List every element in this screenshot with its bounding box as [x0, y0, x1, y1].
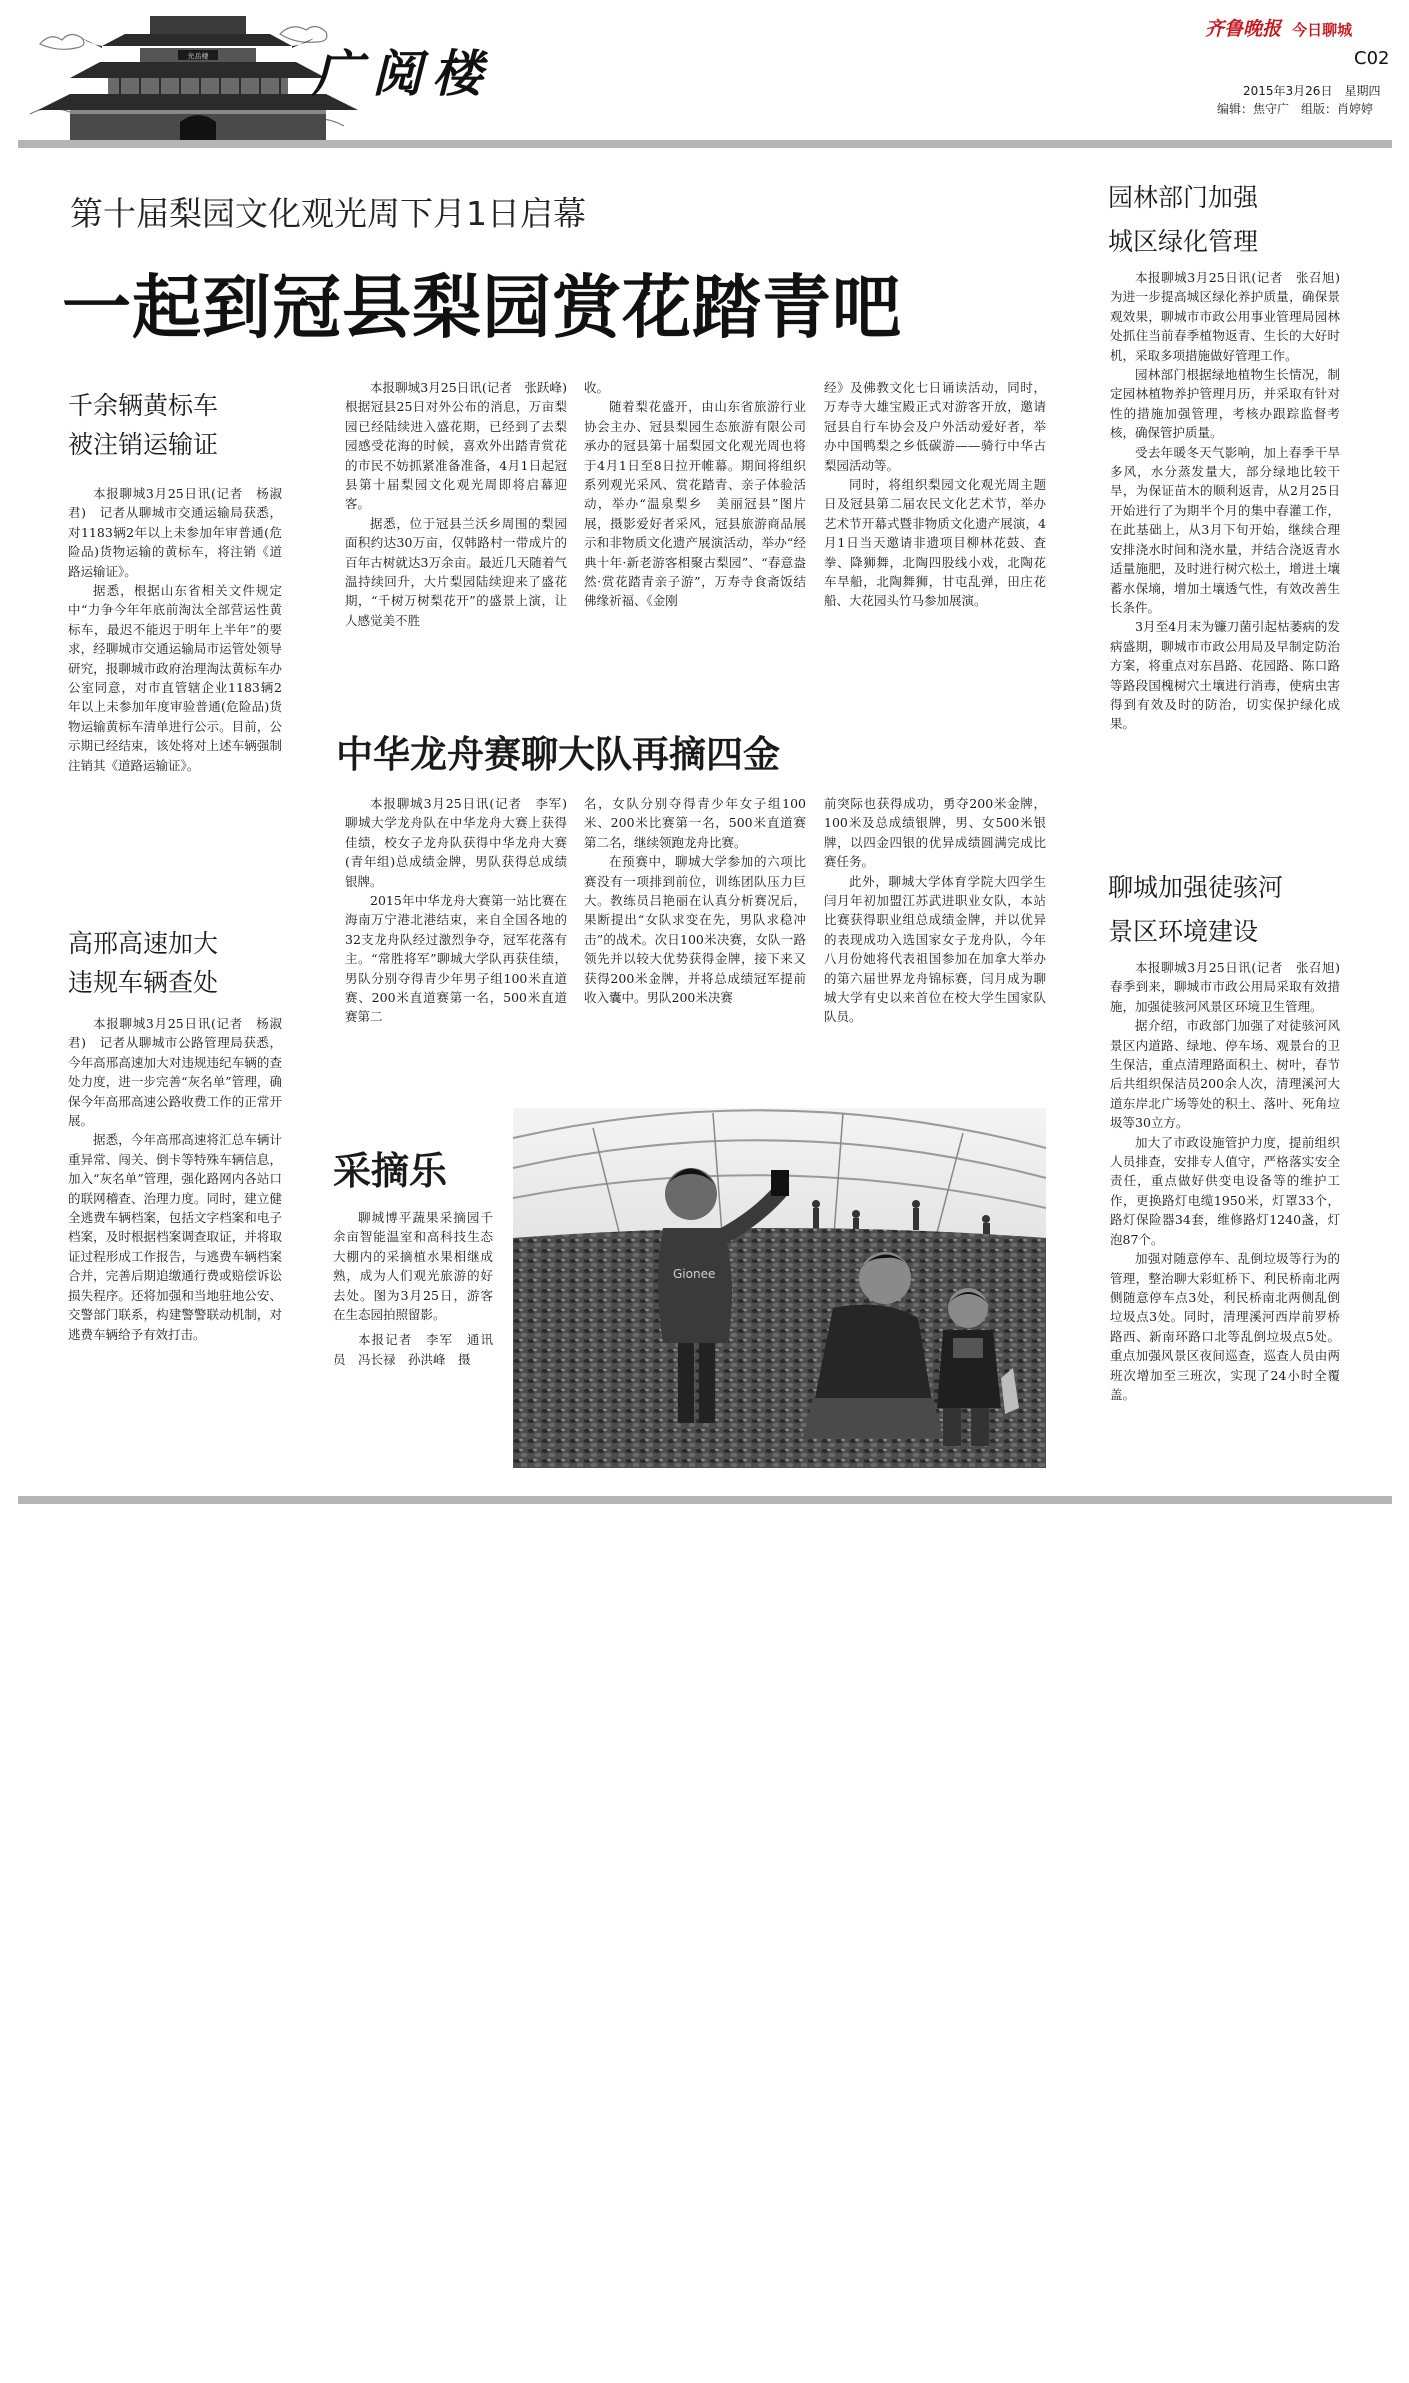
lead-col-3 — [824, 378, 1046, 698]
paragraph: 受去年暖冬天气影响，加上春季干旱多风，水分蒸发量大，部分绿地比较干旱，为保证苗木的顺利返青，从2月25日开始进行了为期半个月的集中春灌工作，在此基础上，从3月下旬开始，继续合理安排浇水时间和浇水量，并结合浇返青水适量施肥，及时进行树穴松土，增进土壤蓄水保墒，增加土壤透气性，有效改善生长条件。 — [1110, 444, 1340, 615]
bottom-rule — [18, 1496, 1392, 1504]
photo-credit: 本报记者 李军 通讯员 冯长禄 孙洪峰 摄 — [333, 1332, 493, 1367]
paragraph: 据悉，根据山东省相关文件规定中“力争今年年底前淘汰全部营运性黄标车，最迟不能迟于明年上半年”的要求，经聊城市交通运输局市运管处领导研究，报聊城市政府治理淘汰黄标车办公室同意，对市直管辖企业1183辆2年以上未参加年度审验普通(危险品)货物运输黄标车清单进行公示。目前，公示期已经结束，该处将对上述车辆强制注销其《道路运输证》。 — [68, 583, 282, 773]
paragraph: 2015年中华龙舟大赛第一站比赛在海南万宁港北港结束，来自全国各地的32支龙舟队经过激烈争夺，冠军花落有主。“常胜将军”聊城大学队再获佳绩，男队分别夺得青少年男子组100米直道赛、200米直道赛第一名，500米直道赛第二 — [345, 893, 567, 1025]
paper-name: 齐鲁晚报 — [1205, 18, 1282, 40]
dragon-headline: 中华龙舟赛聊大队再摘四金 — [336, 733, 780, 776]
pavilion-illustration — [30, 4, 360, 144]
page-number: C02 — [1354, 48, 1390, 69]
photo-title: 采摘乐 — [333, 1149, 448, 1193]
paragraph: 本报聊城3月25日讯(记者 杨淑君) 记者从聊城市公路管理局获悉，今年高邢高速加大对违规违纪车辆的查处力度，进一步完善“灰名单”管理，确保今年高邢高速公路收费工作的正常开展。 — [68, 1016, 282, 1129]
paragraph: 据悉，今年高邢高速将汇总车辆计重异常、闯关、倒卡等特殊车辆信息，加入“灰名单”管理，强化路网内各站口的联网稽查、治理力度。同时，建立健全逃费车辆档案，包括文字档案和电子档案，及时根据档案调查取证，并将取证过程形成工作报告，与逃费车辆档案合并，完善后期追缴通行费或赔偿诉讼损失程序。还将加强和当地驻地公安、交警部门联系，构建警警联动机制，对逃费车辆给予有效打击。 — [68, 1132, 282, 1342]
paragraph: 名，女队分别夺得青少年女子组100米、200米比赛第一名，500米直道赛第二名，继续领跑龙舟比赛。 — [584, 796, 806, 850]
paragraph: 加大了市政设施管护力度，提前组织人员排查，安排专人值守，严格落实安全责任，重点做好供变电设备等的维护工作，更换路灯电缆1950米，灯罩33个，路灯保险器34套，维修路灯1240盏，灯泡87个。 — [1110, 1134, 1340, 1247]
caption-text: 聊城博平蔬果采摘园千余亩智能温室和高科技生态大棚内的采摘植水果相继成熟，成为人们观光旅游的好去处。图为3月25日，游客在生态园拍照留影。 — [333, 1210, 493, 1323]
date-line: 2015年3月26日 星期四 — [1243, 84, 1381, 98]
paragraph: 据介绍，市政部门加强了对徒骇河风景区内道路、绿地、停车场、观景台的卫生保洁，重点清理路面积土、树叶，春节后共组织保洁员200余人次，清理溪河大道东岸北广场等处的积土、落叶、死角垃圾等30立方。 — [1110, 1018, 1340, 1131]
paragraph: 本报聊城3月25日讯(记者 张召旭) 为进一步提高城区绿化养护质量，确保景观效果，聊城市市政公用事业管理局园林处抓住当前春季植物返青、生长的大好时机，采取多项措施做好管理工作。 — [1110, 270, 1353, 363]
paragraph: 经》及佛教文化七日诵读活动，同时，万寿寺大雄宝殿正式对游客开放，邀请冠县自行车协会及户外活动爱好者，举办中国鸭梨之乡低碳游——骑行中华古梨园活动等。 — [824, 380, 1046, 473]
paragraph: 据悉，位于冠县兰沃乡周围的梨园面积约达30万亩，仅韩路村一带成片的百年古树就达3万余亩。最近几天随着气温持续回升，大片梨园陆续迎来了盛花期，“千树万树梨花开”的盛景上演，让人感觉美不胜 — [345, 515, 567, 628]
lead-headline: 一起到冠县梨园赏花踏青吧 — [62, 268, 902, 348]
dragon-col-3 — [824, 794, 1046, 1096]
photo-caption — [333, 1208, 493, 1468]
lead-col-1 — [345, 378, 580, 698]
right-story1-body — [1110, 268, 1353, 856]
lead-kicker: 第十届梨园文化观光周下月1日启幕 — [70, 194, 586, 233]
paragraph: 本报聊城3月25日讯(记者 张召旭) 春季到来，聊城市市政公用局采取有效措施，加强徒骇河风景区环境卫生管理。 — [1110, 960, 1353, 1014]
paragraph: 园林部门根据绿地植物生长情况，制定园林植物养护管理月历，并采取有针对性的措施加强管理，考核办跟踪监督考核，确保管护质量。 — [1110, 367, 1340, 441]
dragon-col-2 — [584, 794, 806, 1096]
section-title: 广阅楼 — [312, 44, 492, 103]
paragraph: 前突际也获得成功，勇夺200米金牌，100米及总成绩银牌，男、女500米银牌，以四金四银的优异成绩圆满完成比赛任务。 — [824, 796, 1046, 870]
left-story1-body — [68, 484, 282, 894]
paragraph: 在预赛中，聊城大学参加的六项比赛没有一项排到前位，训练团队压力巨大。教练员吕艳丽在认真分析赛况后，果断提出“女队求变在先，男队求稳冲击”的战术。次日100米决赛，女队一路领先并以较大优势获得金牌，接下来又获得200米金牌，并将总成绩冠军提前收入囊中。男队200米决赛 — [584, 854, 806, 1006]
svg-text:光岳楼: 光岳楼 — [187, 52, 209, 61]
paragraph: 收。 — [584, 380, 610, 395]
lead-col-2 — [584, 378, 806, 698]
dragon-col-1 — [345, 794, 580, 1096]
left-story1-headline: 千余辆黄标车 被注销运输证 — [68, 391, 219, 459]
left-story2-headline: 高邢高速加大 违规车辆查处 — [68, 929, 219, 997]
paragraph: 此外，聊城大学体育学院大四学生闫月年初加盟江苏武进职业女队，本站比赛获得职业组总成绩金牌，并以优异的表现成功入选国家女子龙舟队，今年八月份她将代表祖国参加在加拿大举办的第六届世界龙舟锦标赛，闫月成为聊城大学有史以来首位在校大学生国家队队员。 — [824, 873, 1046, 1025]
paragraph: 本报聊城3月25日讯(记者 杨淑君) 记者从聊城市交通运输局获悉，对1183辆2年以上未参加年审普通(危险品)货物运输的黄标车，将注销《道路运输证》。 — [68, 486, 282, 579]
right-story2-headline: 聊城加强徒骇河 景区环境建设 — [1108, 873, 1284, 946]
shirt-text: Gionee — [673, 1267, 716, 1281]
right-story2-body — [1110, 958, 1353, 1474]
paragraph: 本报聊城3月25日讯(记者 张跃峰) 根据冠县25日对外公布的消息，万亩梨园已经陆续进入盛花期，已经到了去梨园感受花海的时候，喜欢外出踏青赏花的市民不妨抓紧准备准备，4月1日起冠县第十届梨园文化观光周即将启幕迎客。 — [345, 380, 580, 512]
left-story2-body — [68, 1014, 282, 1464]
edition-name: 今日聊城 — [1292, 21, 1353, 39]
editor-line: 编辑：焦守广 组版：肖婷婷 — [1217, 102, 1374, 116]
paragraph: 同时，将组织梨园文化观光周主题日及冠县第二届农民文化艺术节，举办艺术节开幕式暨非物质文化遗产展演，4月1日当天邀请非遗项目柳林花鼓、査拳、降狮舞，北陶四股线小戏，北陶花车旱船，北陶舞狮，甘屯乱弹，田庄花船、大花园头竹马参加展演。 — [824, 477, 1046, 609]
paragraph: 加强对随意停车、乱倒垃圾等行为的管理，整治聊大彩虹桥下、利民桥南北两侧随意停车点3处，利民桥南北两侧乱倒垃圾点3处。同时，清理溪河西岸前罗桥路西、新南环路口北等乱倒垃圾点5处。重点加强风景区夜间巡查，巡查人员由两班次增加至三班次，实现了24小时全覆盖。 — [1110, 1251, 1340, 1402]
paragraph: 随着梨花盛开，由山东省旅游行业协会主办、冠县梨园生态旅游有限公司承办的冠县第十届梨园文化观光周也将于4月1日至8日拉开帷幕。期间将组织系列观光采风、赏花踏青、亲子体验活动，举办“温泉梨乡 美丽冠县”图片展，摄影爱好者采风，冠县旅游商品展示和非物质文化遗产展演活动，举办“经典十年·新老游客相聚古梨园”、“春意盎然·赏花踏青亲子游”，万寿寺食斋饭结佛缘祈福、《金刚 — [584, 399, 806, 609]
right-story1-headline: 园林部门加强 城区绿化管理 — [1108, 183, 1259, 256]
paper-brand — [1205, 14, 1352, 41]
greenhouse-photo — [513, 1108, 1046, 1468]
paragraph: 本报聊城3月25日讯(记者 李军) 聊城大学龙舟队在中华龙舟大赛上获得佳绩，校女子龙舟队获得中华龙舟大赛(青年组)总成绩金牌，男队获得总成绩银牌。 — [345, 796, 580, 889]
masthead — [0, 0, 1409, 150]
paragraph: 3月至4月末为镰刀菌引起枯萎病的发病盛期，聊城市市政公用局及早制定防治方案，将重点对东昌路、花园路、陈口路等路段国槐树穴土壤进行消毒，使病虫害得到有效及时的防治，切实保护绿化成果。 — [1110, 619, 1340, 732]
top-rule — [18, 140, 1392, 148]
